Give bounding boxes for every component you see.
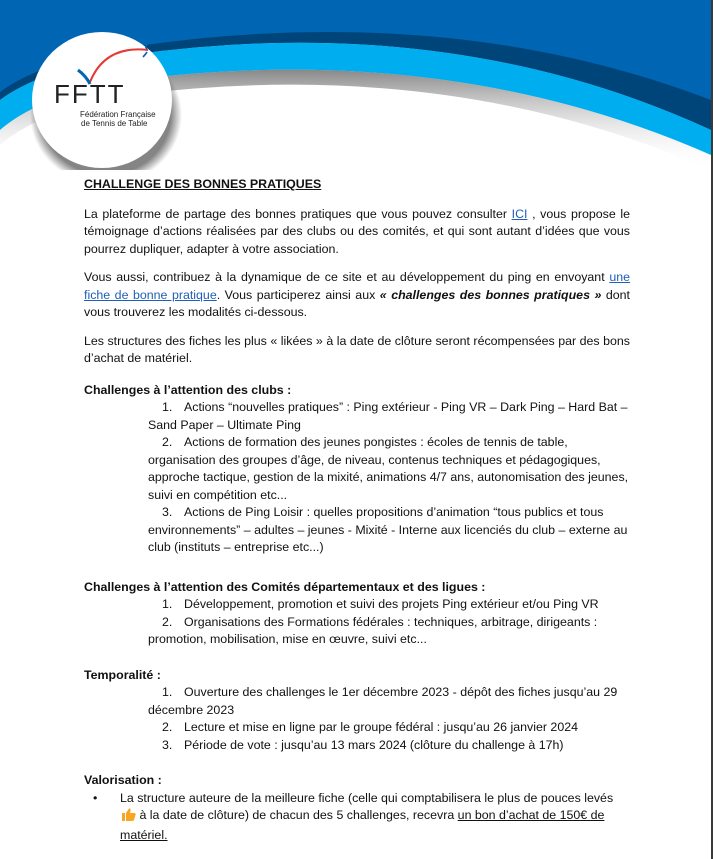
list-item: 2. Lecture et mise en ligne par le groupe fédéral : jusqu’au 26 janvier 2024 [162,720,579,734]
prize-text: un bon d’achat de 150€ de matériel. [120,808,605,842]
header-banner [0,0,711,170]
comites-heading: Challenges à l’attention des Comités départementaux et des ligues : [84,579,486,594]
valorisation-list [84,790,630,845]
logo-line2: de Tennis de Table [81,119,148,128]
page-title: CHALLENGE DES BONNES PRATIQUES [84,177,322,191]
list-item: 2. Actions de formation des jeunes pongistes : écoles de tennis de table, organisation des groupes d’âge, de niveau, contenus techniques et pédagogiques, approche tactique, gestion de la mixité, animations 4/7 ans, autonomisation des jeunes, suivi en compétition etc... [148,435,629,502]
thumbs-up-icon [122,808,136,827]
intro-paragraph-3: Les structures des fiches les plus « likées » à la date de clôture seront récompensées par des bons d’achat de matériel. [84,333,630,365]
fiche-link[interactable]: une fiche de bonne pratique [84,270,630,302]
challenges-emphasis: « challenges des bonnes pratiques » [379,287,602,302]
valorisation-heading: Valorisation : [84,773,162,787]
temporalite-list [84,684,630,754]
bullet: • [93,790,98,805]
list-item: 3. Période de vote : jusqu’au 13 mars 2024 (clôture du challenge à 17h) [162,737,564,752]
logo-line1: Fédération Française [80,110,156,119]
logo-acronym: FFTT [54,79,126,109]
temporalite-heading: Temporalité : [84,667,161,682]
intro-paragraph-1: La plateforme de partage des bonnes pratiques que vous pouvez consulter ICI , vous propose le témoignage d’actions réalisées par des clubs ou des comités, et qui sont autant d’idées que vous pourrez dupliquer, adapter à votre association. [84,206,630,256]
clubs-list [84,399,630,557]
list-item: 1. Développement, promotion et suivi des projets Ping extérieur et/ou Ping VR [162,597,599,611]
document-body [84,176,630,844]
list-item: • La structure auteure de la meilleure fiche (celle qui comptabilisera le plus de pouces levés à la date de clôture) de chacun des 5 challenges, recevra un bon d’achat de 150€ de matériel. [93,790,614,842]
list-item: 1. Ouverture des challenges le 1er décembre 2023 - dépôt des fiches jusqu’au 29 décembre 2023 [148,685,618,717]
clubs-heading: Challenges à l’attention des clubs : [84,382,292,397]
intro-paragraph-2: Vous aussi, contribuez à la dynamique de ce site et au développement du ping en envoyant une fiche de bonne pratique. Vous participerez ainsi aux « challenges des bonnes pratiques » dont vous trouverez les modalités ci-dessous. [84,270,630,319]
comites-list [84,596,630,649]
list-item: 1. Actions “nouvelles pratiques” : Ping extérieur - Ping VR – Dark Ping – Hard Bat – Sand Paper – Ultimate Ping [148,400,628,432]
ici-link[interactable]: ICI [511,206,528,221]
list-item: 3. Actions de Ping Loisir : quelles propositions d’animation “tous publics et tous environnements” – adultes – jeunes - Mixité - Interne aux licenciés du club – externe au club (instituts – entreprise etc...) [148,505,628,554]
list-item: 2. Organisations des Formations fédérales : techniques, arbitrage, dirigeants : promotion, mobilisation, mise en œuvre, suivi etc... [148,614,598,646]
